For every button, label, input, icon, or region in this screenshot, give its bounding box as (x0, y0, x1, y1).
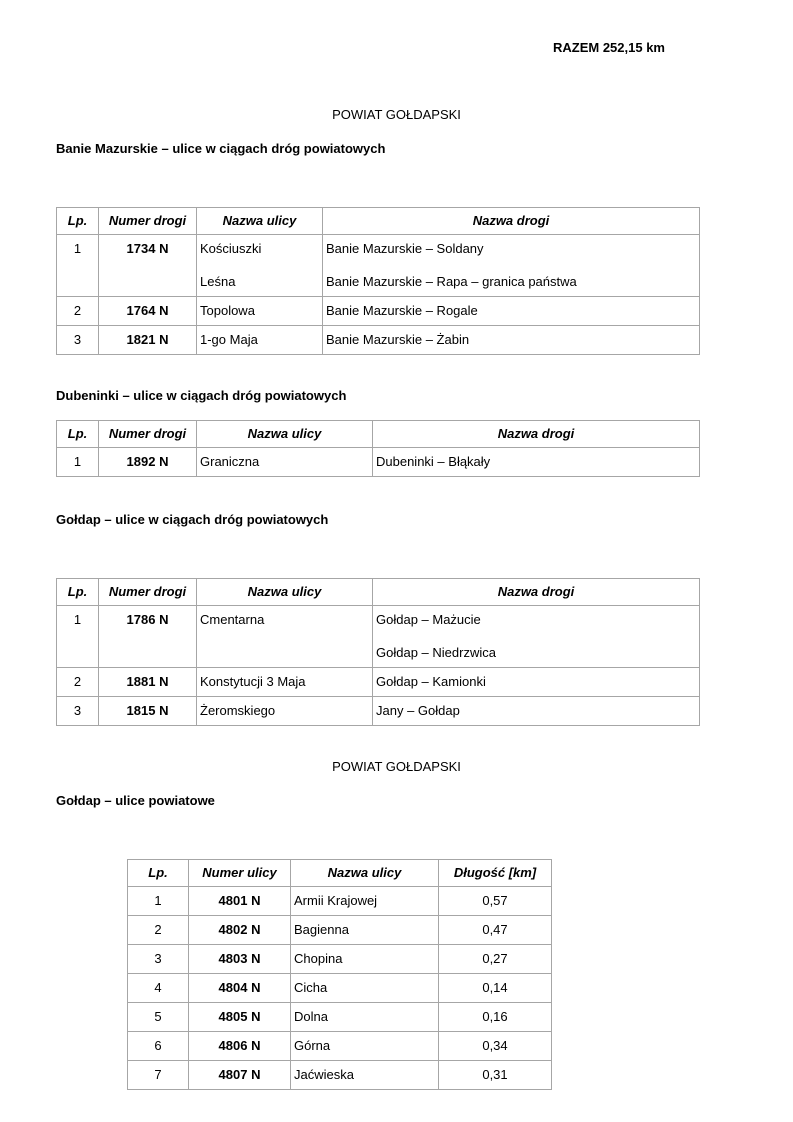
cell-lp: 3 (128, 945, 189, 974)
table-row (128, 945, 552, 974)
cell-street-number: 4803 N (189, 945, 291, 974)
cell-lp: 2 (57, 297, 99, 326)
road-name-line: Gołdap – Niedrzwica (376, 645, 496, 660)
cell-road-name: Banie Mazurskie – Rogale (323, 297, 700, 326)
cell-lp: 1 (57, 448, 99, 477)
cell-road-name (373, 606, 700, 668)
cell-length: 0,14 (439, 974, 552, 1003)
cell-length: 0,27 (439, 945, 552, 974)
table-row (57, 326, 700, 355)
header-road-number: Numer drogi (99, 579, 197, 606)
section-title-goldap: Gołdap – ulice w ciągach dróg powiatowych (56, 512, 329, 527)
cell-lp: 2 (57, 668, 99, 697)
cell-length: 0,57 (439, 887, 552, 916)
cell-street-name: Armii Krajowej (291, 887, 439, 916)
table-row (128, 974, 552, 1003)
table-goldap (56, 578, 700, 726)
cell-lp: 1 (128, 887, 189, 916)
cell-street-name: Żeromskiego (197, 697, 373, 726)
cell-street-name (197, 235, 323, 297)
header-length: Długość [km] (439, 860, 552, 887)
table-row (57, 606, 700, 668)
cell-length: 0,16 (439, 1003, 552, 1032)
table-row (128, 1032, 552, 1061)
cell-road-number: 1815 N (99, 697, 197, 726)
cell-lp: 3 (57, 697, 99, 726)
cell-street-number: 4805 N (189, 1003, 291, 1032)
cell-street-name: Bagienna (291, 916, 439, 945)
section-title-goldap-streets: Gołdap – ulice powiatowe (56, 793, 215, 808)
cell-road-number: 1821 N (99, 326, 197, 355)
cell-road-number: 1734 N (99, 235, 197, 297)
cell-lp: 1 (57, 235, 99, 297)
cell-road-name: Banie Mazurskie – Żabin (323, 326, 700, 355)
table-row (57, 235, 700, 297)
cell-road-number: 1881 N (99, 668, 197, 697)
cell-lp: 7 (128, 1061, 189, 1090)
table-goldap-streets (127, 859, 552, 1090)
cell-street-number: 4802 N (189, 916, 291, 945)
header-street-name: Nazwa ulicy (197, 421, 373, 448)
cell-road-number: 1892 N (99, 448, 197, 477)
section-title-dubeninki: Dubeninki – ulice w ciągach dróg powiatowych (56, 388, 347, 403)
cell-road-number: 1786 N (99, 606, 197, 668)
cell-road-name: Jany – Gołdap (373, 697, 700, 726)
cell-lp: 5 (128, 1003, 189, 1032)
header-road-number: Numer drogi (99, 421, 197, 448)
cell-road-name: Dubeninki – Błąkały (373, 448, 700, 477)
cell-road-name: Gołdap – Kamionki (373, 668, 700, 697)
section-title-banie-mazurskie: Banie Mazurskie – ulice w ciągach dróg powiatowych (56, 141, 386, 156)
cell-street-name: Górna (291, 1032, 439, 1061)
cell-length: 0,47 (439, 916, 552, 945)
street-name-line: Leśna (200, 274, 236, 289)
header-lp: Lp. (57, 579, 99, 606)
header-street-name: Nazwa ulicy (291, 860, 439, 887)
cell-street-number: 4804 N (189, 974, 291, 1003)
header-road-name: Nazwa drogi (323, 208, 700, 235)
cell-street-name: Topolowa (197, 297, 323, 326)
county-heading: POWIAT GOŁDAPSKI (332, 107, 461, 122)
street-name-line: Kościuszki (200, 241, 262, 256)
cell-street-name: Graniczna (197, 448, 373, 477)
road-name-line: Banie Mazurskie – Rapa – granica państwa (326, 274, 577, 289)
cell-road-name (323, 235, 700, 297)
table-row (128, 1003, 552, 1032)
cell-street-name: Cmentarna (197, 606, 373, 668)
table-row (128, 887, 552, 916)
cell-length: 0,34 (439, 1032, 552, 1061)
cell-street-name: Cicha (291, 974, 439, 1003)
cell-road-number: 1764 N (99, 297, 197, 326)
table-row (57, 697, 700, 726)
cell-street-name: 1-go Maja (197, 326, 323, 355)
table-header-row (57, 421, 700, 448)
table-row (128, 1061, 552, 1090)
table-dubeninki (56, 420, 700, 477)
county-heading: POWIAT GOŁDAPSKI (332, 759, 461, 774)
table-header-row (128, 860, 552, 887)
cell-lp: 1 (57, 606, 99, 668)
table-row (57, 668, 700, 697)
cell-street-number: 4806 N (189, 1032, 291, 1061)
table-row (128, 916, 552, 945)
header-lp: Lp. (128, 860, 189, 887)
cell-street-name: Chopina (291, 945, 439, 974)
cell-lp: 6 (128, 1032, 189, 1061)
cell-street-number: 4807 N (189, 1061, 291, 1090)
road-name-line: Banie Mazurskie – Soldany (326, 241, 484, 256)
table-banie-mazurskie (56, 207, 700, 355)
cell-lp: 3 (57, 326, 99, 355)
cell-lp: 4 (128, 974, 189, 1003)
cell-length: 0,31 (439, 1061, 552, 1090)
header-lp: Lp. (57, 208, 99, 235)
total-length: RAZEM 252,15 km (553, 40, 665, 55)
header-road-name: Nazwa drogi (373, 579, 700, 606)
cell-street-number: 4801 N (189, 887, 291, 916)
table-header-row (57, 208, 700, 235)
table-row (57, 297, 700, 326)
header-road-number: Numer drogi (99, 208, 197, 235)
header-road-name: Nazwa drogi (373, 421, 700, 448)
cell-street-name: Jaćwieska (291, 1061, 439, 1090)
table-row (57, 448, 700, 477)
header-lp: Lp. (57, 421, 99, 448)
header-street-name: Nazwa ulicy (197, 579, 373, 606)
cell-street-name: Konstytucji 3 Maja (197, 668, 373, 697)
road-name-line: Gołdap – Mażucie (376, 612, 481, 627)
header-street-number: Numer ulicy (189, 860, 291, 887)
table-header-row (57, 579, 700, 606)
cell-lp: 2 (128, 916, 189, 945)
header-street-name: Nazwa ulicy (197, 208, 323, 235)
cell-street-name: Dolna (291, 1003, 439, 1032)
